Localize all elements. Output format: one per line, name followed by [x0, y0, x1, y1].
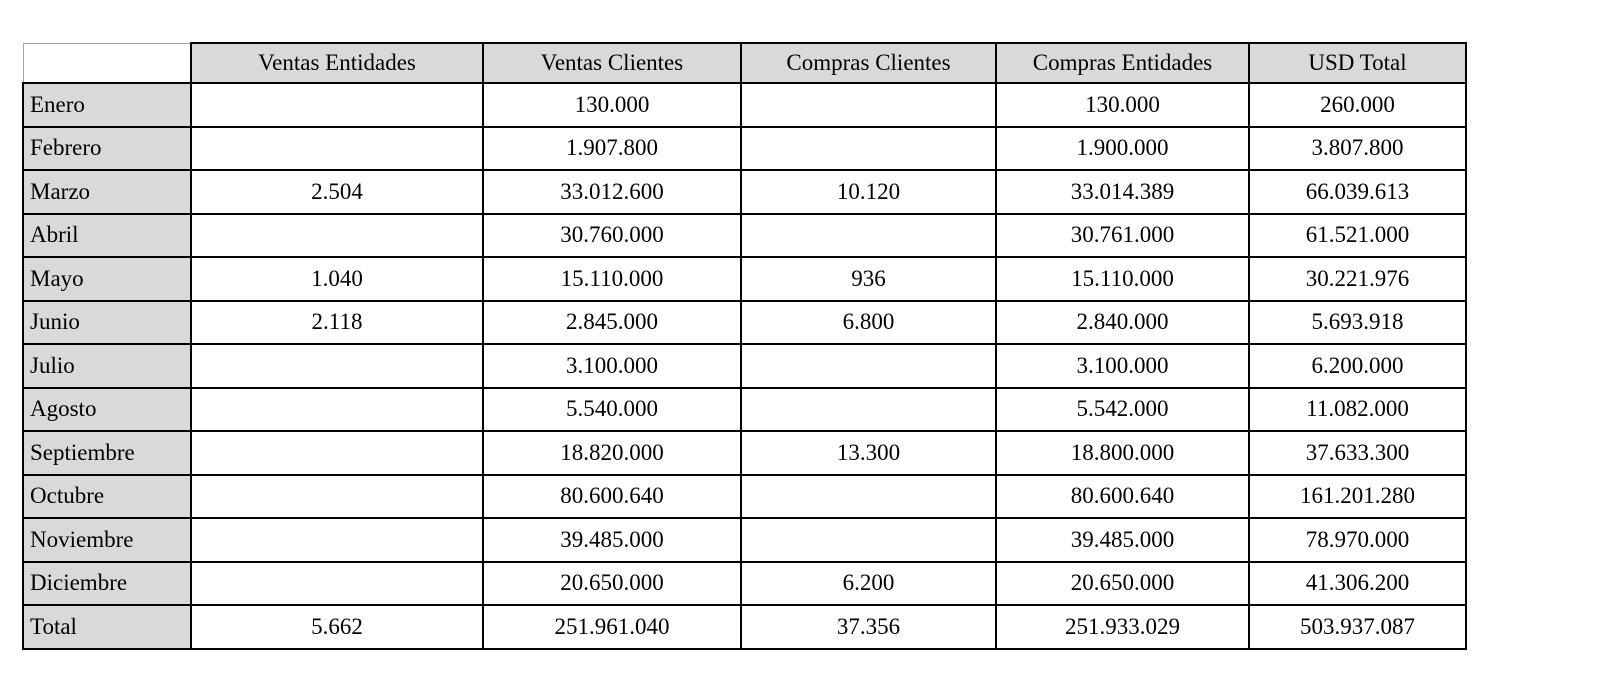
value-cell: 251.933.029: [996, 605, 1249, 649]
monthly-usd-table: [22, 42, 1467, 650]
value-cell: 5.693.918: [1249, 301, 1466, 345]
value-cell: [741, 127, 996, 171]
header-row: [23, 43, 1466, 83]
table-row: [23, 431, 1466, 475]
value-cell: [741, 344, 996, 388]
value-cell: [741, 475, 996, 519]
value-cell: 5.542.000: [996, 388, 1249, 432]
value-cell: 1.907.800: [483, 127, 741, 171]
row-label-cell: Septiembre: [23, 431, 191, 475]
value-cell: 10.120: [741, 170, 996, 214]
value-cell: 6.200.000: [1249, 344, 1466, 388]
row-label-cell: Julio: [23, 344, 191, 388]
table-row: [23, 562, 1466, 606]
column-header: Ventas Clientes: [483, 43, 741, 83]
value-cell: 37.633.300: [1249, 431, 1466, 475]
row-label-cell: Total: [23, 605, 191, 649]
value-cell: [191, 344, 483, 388]
value-cell: [741, 388, 996, 432]
table-row: [23, 388, 1466, 432]
value-cell: 66.039.613: [1249, 170, 1466, 214]
value-cell: 130.000: [996, 83, 1249, 127]
value-cell: [741, 518, 996, 562]
row-label-cell: Diciembre: [23, 562, 191, 606]
row-label-cell: Mayo: [23, 257, 191, 301]
row-label-cell: Agosto: [23, 388, 191, 432]
value-cell: [191, 431, 483, 475]
value-cell: 5.662: [191, 605, 483, 649]
value-cell: 2.504: [191, 170, 483, 214]
value-cell: 20.650.000: [483, 562, 741, 606]
value-cell: 18.820.000: [483, 431, 741, 475]
column-header: Ventas Entidades: [191, 43, 483, 83]
value-cell: 2.118: [191, 301, 483, 345]
table-row: [23, 214, 1466, 258]
value-cell: [741, 83, 996, 127]
column-header: USD Total: [1249, 43, 1466, 83]
value-cell: 1.900.000: [996, 127, 1249, 171]
value-cell: [191, 388, 483, 432]
value-cell: 11.082.000: [1249, 388, 1466, 432]
row-label-cell: Junio: [23, 301, 191, 345]
value-cell: 30.221.976: [1249, 257, 1466, 301]
value-cell: 78.970.000: [1249, 518, 1466, 562]
table-row: [23, 605, 1466, 649]
value-cell: 13.300: [741, 431, 996, 475]
value-cell: 3.100.000: [996, 344, 1249, 388]
value-cell: 6.800: [741, 301, 996, 345]
value-cell: [191, 214, 483, 258]
value-cell: 260.000: [1249, 83, 1466, 127]
value-cell: 1.040: [191, 257, 483, 301]
value-cell: 61.521.000: [1249, 214, 1466, 258]
value-cell: 39.485.000: [483, 518, 741, 562]
value-cell: 15.110.000: [996, 257, 1249, 301]
row-label-cell: Enero: [23, 83, 191, 127]
value-cell: 2.840.000: [996, 301, 1249, 345]
value-cell: 30.761.000: [996, 214, 1249, 258]
value-cell: 6.200: [741, 562, 996, 606]
column-header: Compras Entidades: [996, 43, 1249, 83]
table-row: [23, 257, 1466, 301]
table-row: [23, 83, 1466, 127]
value-cell: 15.110.000: [483, 257, 741, 301]
value-cell: 30.760.000: [483, 214, 741, 258]
table-row: [23, 170, 1466, 214]
row-label-cell: Noviembre: [23, 518, 191, 562]
value-cell: 3.100.000: [483, 344, 741, 388]
table-row: [23, 475, 1466, 519]
value-cell: 2.845.000: [483, 301, 741, 345]
value-cell: 251.961.040: [483, 605, 741, 649]
value-cell: 80.600.640: [996, 475, 1249, 519]
value-cell: [741, 214, 996, 258]
row-label-cell: Octubre: [23, 475, 191, 519]
table-row: [23, 518, 1466, 562]
table-header: [23, 43, 1466, 83]
value-cell: 503.937.087: [1249, 605, 1466, 649]
value-cell: [191, 127, 483, 171]
value-cell: 39.485.000: [996, 518, 1249, 562]
value-cell: 130.000: [483, 83, 741, 127]
value-cell: [191, 518, 483, 562]
value-cell: 161.201.280: [1249, 475, 1466, 519]
row-label-cell: Febrero: [23, 127, 191, 171]
value-cell: 33.012.600: [483, 170, 741, 214]
corner-cell: [23, 43, 191, 83]
table-row: [23, 301, 1466, 345]
value-cell: 18.800.000: [996, 431, 1249, 475]
value-cell: 3.807.800: [1249, 127, 1466, 171]
row-label-cell: Marzo: [23, 170, 191, 214]
table-row: [23, 127, 1466, 171]
row-label-cell: Abril: [23, 214, 191, 258]
value-cell: 37.356: [741, 605, 996, 649]
value-cell: 936: [741, 257, 996, 301]
value-cell: 33.014.389: [996, 170, 1249, 214]
value-cell: [191, 475, 483, 519]
table-body: [23, 83, 1466, 649]
column-header: Compras Clientes: [741, 43, 996, 83]
value-cell: 80.600.640: [483, 475, 741, 519]
value-cell: 41.306.200: [1249, 562, 1466, 606]
value-cell: [191, 562, 483, 606]
value-cell: 20.650.000: [996, 562, 1249, 606]
value-cell: 5.540.000: [483, 388, 741, 432]
value-cell: [191, 83, 483, 127]
table-row: [23, 344, 1466, 388]
